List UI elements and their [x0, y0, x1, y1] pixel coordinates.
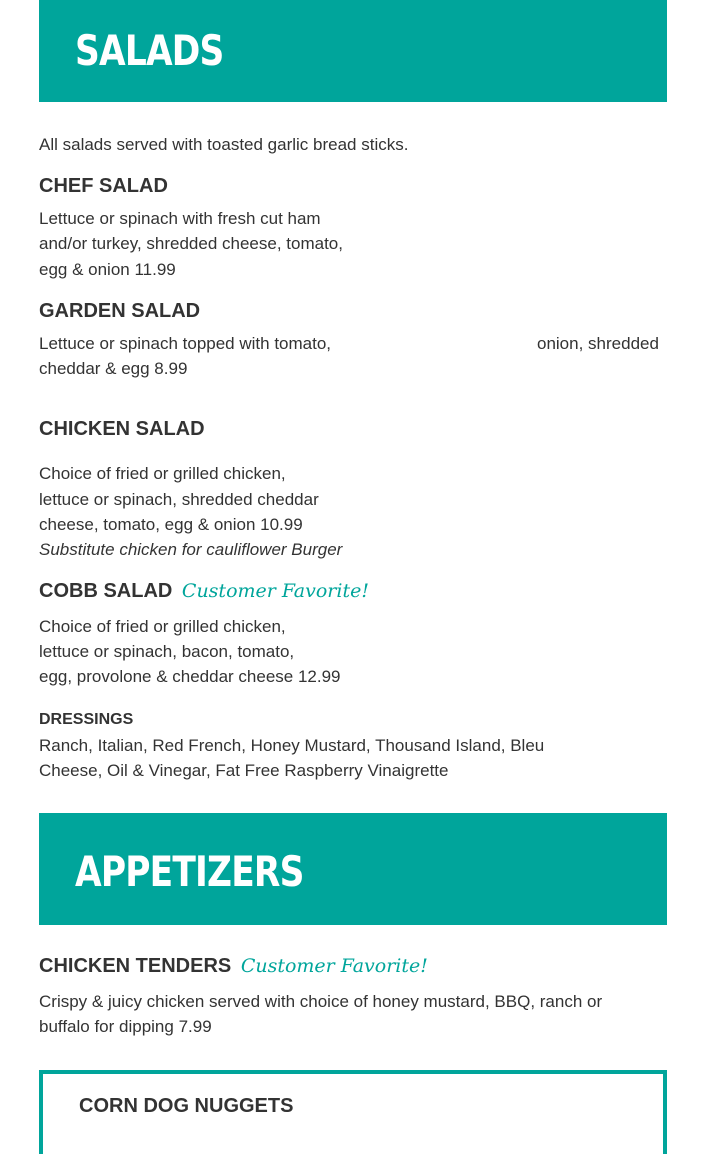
corn-dog-nuggets-card: [39, 1070, 667, 1154]
garden-salad-desc-line-2: cheddar & egg 8.99: [39, 359, 188, 378]
chicken-tenders-desc-line-2: buffalo for dipping 7.99: [39, 1017, 212, 1036]
cobb-salad-heading: [39, 579, 369, 603]
chicken-tenders-heading: [39, 954, 428, 978]
chef-salad-desc-line-3: egg & onion 11.99: [39, 260, 176, 279]
cobb-salad-desc-line-3: egg, provolone & cheddar cheese 12.99: [39, 667, 341, 686]
chicken-salad-desc-line-1: Choice of fried or grilled chicken,: [39, 464, 286, 483]
dressings-line-2: Cheese, Oil & Vinegar, Fat Free Raspberry Vinaigrette: [39, 761, 449, 780]
dressings-title: DRESSINGS: [39, 711, 134, 728]
cobb-salad-title: COBB SALAD: [39, 580, 173, 602]
chef-salad-title: CHEF SALAD: [39, 175, 168, 197]
customer-favorite-badge: Customer Favorite!: [181, 580, 369, 602]
salads-banner-title: SALADS: [75, 26, 224, 75]
appetizers-banner: [39, 813, 667, 925]
salads-intro: All salads served with toasted garlic bread sticks.: [39, 135, 409, 154]
chicken-salad-desc-line-3: cheese, tomato, egg & onion 10.99: [39, 515, 303, 534]
chicken-salad-desc-line-2: lettuce or spinach, shredded cheddar: [39, 490, 319, 509]
chicken-salad-title: CHICKEN SALAD: [39, 418, 205, 440]
chef-salad-desc-line-2: and/or turkey, shredded cheese, tomato,: [39, 234, 343, 253]
cobb-salad-desc-line-2: lettuce or spinach, bacon, tomato,: [39, 642, 295, 661]
garden-salad-desc-line-1-right: onion, shredded: [537, 334, 659, 353]
cobb-salad-desc-line-1: Choice of fried or grilled chicken,: [39, 617, 286, 636]
customer-favorite-badge: Customer Favorite!: [240, 955, 428, 977]
chicken-tenders-desc-line-1: Crispy & juicy chicken served with choice of honey mustard, BBQ, ranch or: [39, 992, 603, 1011]
garden-salad-title: GARDEN SALAD: [39, 300, 201, 322]
dressings-line-1: Ranch, Italian, Red French, Honey Mustard, Thousand Island, Bleu: [39, 736, 545, 755]
chicken-salad-note: Substitute chicken for cauliflower Burger: [39, 540, 343, 559]
chicken-tenders-title: CHICKEN TENDERS: [39, 955, 232, 977]
appetizers-banner-title: APPETIZERS: [75, 847, 304, 896]
chef-salad-desc-line-1: Lettuce or spinach with fresh cut ham: [39, 209, 321, 228]
corn-dog-nuggets-title: CORN DOG NUGGETS: [79, 1095, 294, 1117]
salads-banner: [39, 0, 667, 102]
garden-salad-desc-line-1-left: Lettuce or spinach topped with tomato,: [39, 334, 332, 353]
